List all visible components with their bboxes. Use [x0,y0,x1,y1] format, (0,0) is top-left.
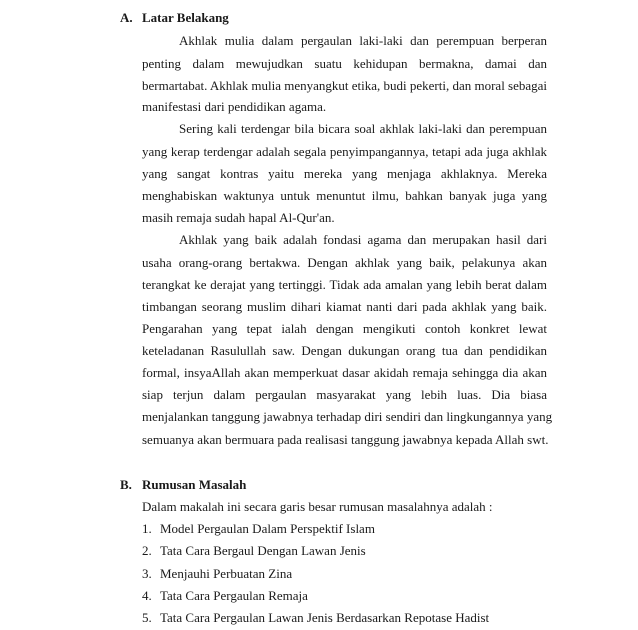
list-item [142,587,308,605]
list-number: 1. [142,521,152,536]
paragraph-line: yang sangat kontras yaitu mereka yang menjaga akhlaknya. Mereka [142,166,547,181]
section-b-intro: Dalam makalah ini secara garis besar rumusan masalahnya adalah : [142,499,493,514]
section-a-title: Latar Belakang [142,10,229,25]
list-item [142,542,366,560]
paragraph-line: masih remaja sudah hapal Al-Qur'an. [142,210,335,225]
paragraph-line: timbangan seorang muslim dihari kiamat nanti dari pada akhlak yang baik. [142,299,547,314]
list-number: 4. [142,588,152,603]
paragraph-line: usaha orang-orang bertakwa. Dengan akhlak yang baik, pelakunya akan [142,255,547,270]
section-b-title: Rumusan Masalah [142,477,247,492]
paragraph-line: Sering kali terdengar bila bicara soal akhlak laki-laki dan perempuan [179,121,547,136]
section-b-label: B. [120,477,132,492]
list-item [142,565,292,583]
paragraph-line: menghabiskan waktunya untuk menuntut ilmu, bahkan banyak juga yang [142,188,547,203]
paragraph-line: Pengarahan yang tepat ialah dengan mengikuti contoh konkret lewat [142,321,547,336]
list-text: Model Pergaulan Dalam Perspektif Islam [160,521,375,536]
list-item [142,520,375,538]
paragraph-line: keteladanan Rasulullah saw. Dengan dukungan orang tua dan pendidikan [142,343,547,358]
list-text: Tata Cara Pergaulan Remaja [160,588,308,603]
paragraph-line: Akhlak yang baik adalah fondasi agama dan merupakan hasil dari [179,232,547,247]
paragraph-line: semuanya akan bermuara pada realisasi tanggung jawabnya kepada Allah swt. [142,432,549,447]
list-number: 5. [142,610,152,625]
paragraph-line: siap terjun dalam pergaulan masyarakat yang lebih luas. Dia biasa [142,387,547,402]
paragraph-line: formal, insyaAllah akan memperkuat dasar akidah remaja sehingga dia akan [142,365,547,380]
list-number: 3. [142,566,152,581]
list-text: Menjauhi Perbuatan Zina [160,566,293,581]
list-number: 2. [142,543,152,558]
list-item [142,609,489,627]
section-a-label: A. [120,10,133,25]
paragraph-line: terangkat ke derajat yang tertinggi. Tidak ada amalan yang lebih berat dalam [142,277,547,292]
paragraph-line: manifestasi dari pendidikan agama. [142,99,327,114]
paragraph-line: bermartabat. Akhlak mulia menyangkut etika, budi pekerti, dan moral sebagai [142,78,548,93]
list-text: Tata Cara Bergaul Dengan Lawan Jenis [160,543,366,558]
paragraph-line: yang kerap terdengar adalah segala penyimpangannya, tetapi ada juga akhlak [142,144,547,159]
paragraph-line: penting dalam mewujudkan suatu kehidupan bermakna, damai dan [142,56,547,71]
list-text: Tata Cara Pergaulan Lawan Jenis Berdasarkan Repotase Hadist [160,610,490,625]
paragraph-line: menjalankan tanggung jawabnya terhadap diri sendiri dan lingkungannya yang [142,409,553,424]
paragraph-line: Akhlak mulia dalam pergaulan laki-laki dan perempuan berperan [179,33,547,48]
